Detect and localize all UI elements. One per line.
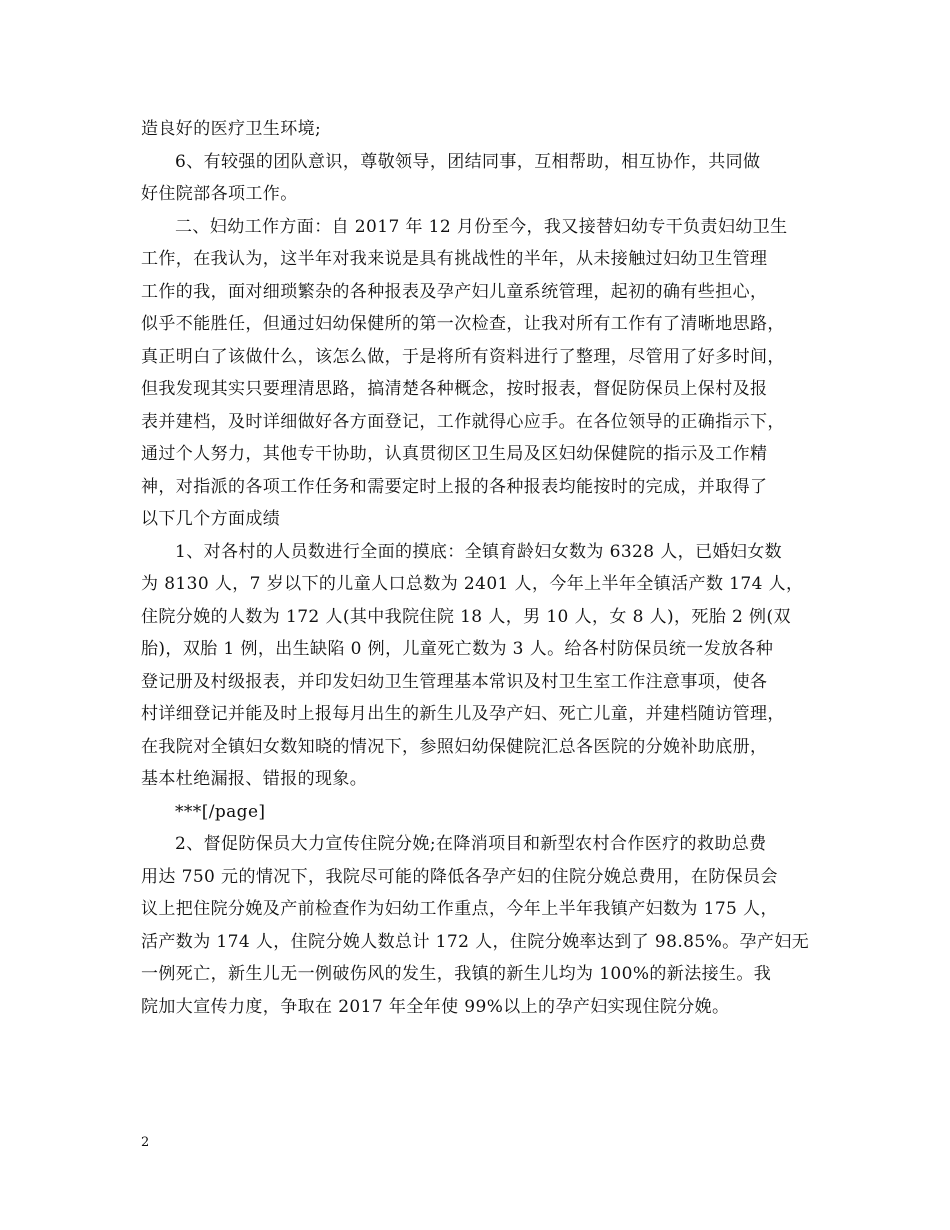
text-line: 登记册及村级报表，并印发妇幼卫生管理基本常识及村卫生室工作注意事项，使各 (141, 671, 768, 692)
page-number: 2 (141, 1135, 150, 1150)
text-line: 2、督促防保员大力宣传住院分娩;在降消项目和新型农村合作医疗的救助总费 (175, 834, 767, 854)
text-line: 神，对指派的各项工作任务和需要定时上报的各种报表均能按时的完成，并取得了 (141, 476, 768, 497)
text-line: 为 8130 人，7 岁以下的儿童人口总数为 2401 人，今年上半年全镇活产数 174 人， (141, 574, 804, 594)
text-line: 通过个人努力，其他专干协助，认真贯彻区卫生局及区妇幼保健院的指示及工作精 (141, 444, 768, 464)
text-line: 胎)，双胎 1 例，出生缺陷 0 例，儿童死亡数为 3 人。给各村防保员统一发放各种 (141, 639, 774, 659)
text-line: 工作的我，面对细琐繁杂的各种报表及孕产妇儿童系统管理，起初的确有些担心， (141, 281, 768, 302)
text-line: 用达 750 元的情况下，我院尽可能的降低各孕产妇的住院分娩总费用，在防保员会 (141, 866, 778, 887)
text-line: 活产数为 174 人，住院分娩人数总计 172 人，住院分娩率达到了 98.85%。孕产妇无 (141, 931, 810, 952)
text-line: ***[/page] (175, 801, 266, 822)
text-line: 真正明白了该做什么，该怎么做，于是将所有资料进行了整理，尽管用了好多时间， (141, 346, 785, 367)
text-line: 以下几个方面成绩 (141, 509, 281, 529)
text-line: 造良好的医疗卫生环境; (141, 119, 322, 139)
body-text (141, 113, 821, 1023)
text-line: 但我发现其实只要理清思路，搞清楚各种概念，按时报表，督促防保员上保村及报 (141, 379, 768, 399)
text-line: 好住院部各项工作。 (141, 184, 298, 204)
text-line: 基本杜绝漏报、错报的现象。 (141, 769, 368, 789)
text-line: 表并建档，及时详细做好各方面登记，工作就得心应手。在各位领导的正确指示下， (141, 411, 785, 432)
text-line: 院加大宣传力度，争取在 2017 年全年使 99%以上的孕产妇实现住院分娩。 (141, 996, 730, 1017)
text-line: 村详细登记并能及时上报每月出生的新生儿及孕产妇、死亡儿童，并建档随访管理， (141, 704, 785, 724)
text-line: 一例死亡，新生儿无一例破伤风的发生，我镇的新生儿均为 100%的新法接生。我 (141, 964, 772, 984)
text-line: 二、妇幼工作方面：自 2017 年 12 月份至今，我又接替妇幼专干负责妇幼卫生 (175, 216, 788, 237)
text-line: 住院分娩的人数为 172 人(其中我院住院 18 人，男 10 人，女 8 人)，死胎 2 例(双 (141, 606, 791, 627)
text-line: 似乎不能胜任，但通过妇幼保健所的第一次检查，让我对所有工作有了清晰地思路， (141, 314, 785, 334)
text-line: 6、有较强的团队意识，尊敬领导，团结同事，互相帮助，相互协作，共同做 (175, 151, 761, 172)
text-line: 议上把住院分娩及产前检查作为妇幼工作重点，今年上半年我镇产妇数为 175 人， (141, 899, 778, 919)
text-line: 在我院对全镇妇女数知晓的情况下，参照妇幼保健院汇总各医院的分娩补助底册， (141, 736, 768, 757)
text-line: 1、对各村的人员数进行全面的摸底：全镇育龄妇女数为 6328 人，已婚妇女数 (175, 541, 783, 562)
text-line: 工作，在我认为，这半年对我来说是具有挑战性的半年，从未接触过妇幼卫生管理 (141, 249, 768, 269)
